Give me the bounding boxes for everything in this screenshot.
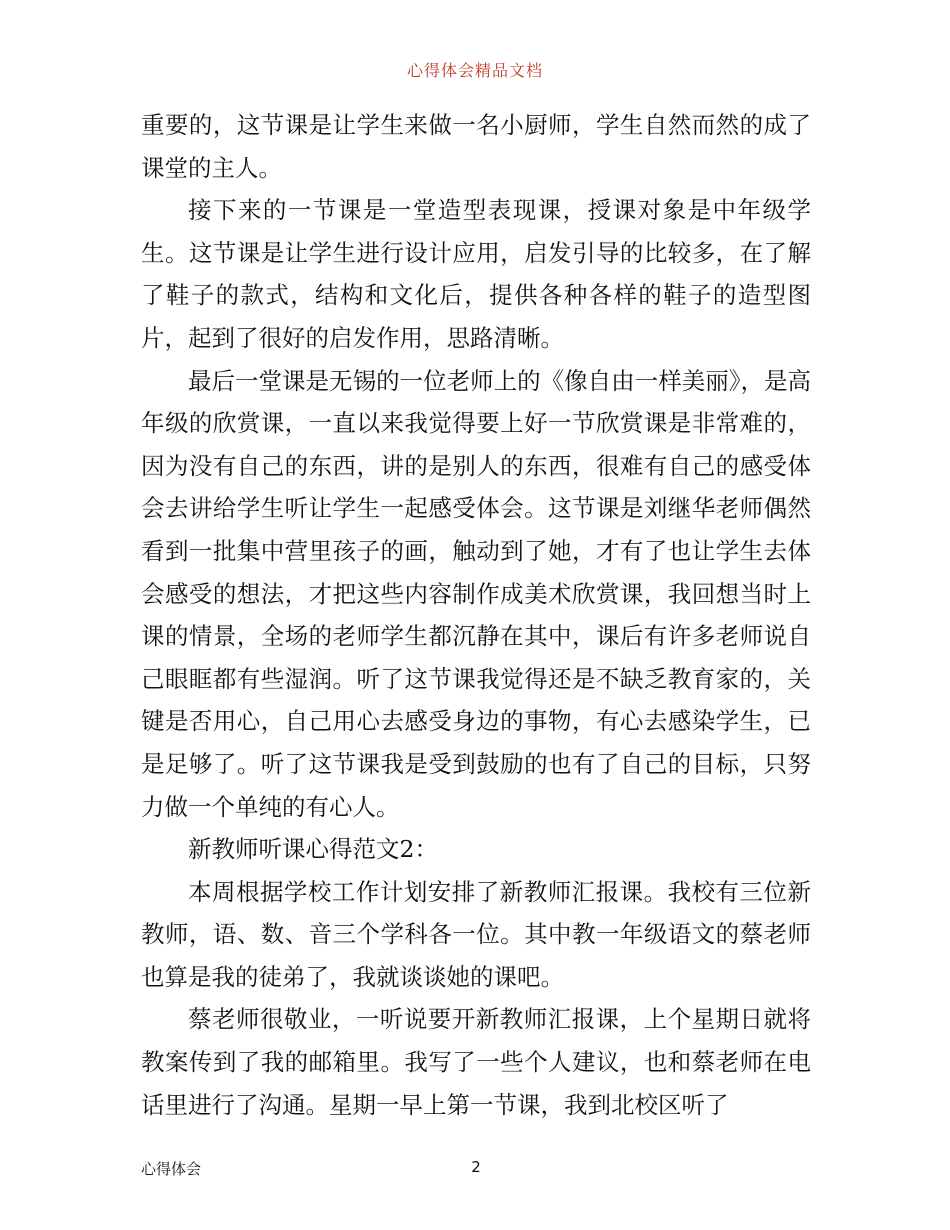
paragraph-1: 重要的，这节课是让学生来做一名小厨师，学生自然而然的成了课堂的主人。 (141, 111, 811, 182)
section-heading: 新教师听课心得范文2： (188, 835, 438, 864)
paragraph-3: 最后一堂课是无锡的一位老师上的《像自由一样美丽》，是高年级的欣赏课，一直以来我觉得要上好一节欣赏课是非常难的，因为没有自己的东西，讲的是别人的东西，很难有自己的感受体会去讲给学生听让学生一起感受体会。这节课是刘继华老师偶然看到一批集中营里孩子的画，触动到了她，才有了也让学生去体会感受的想法，才把这些内容制作成美术欣赏课，我回想当时上课的情景，全场的老师学生都沉静在其中，课后有许多老师说自己眼眶都有些湿润。听了这节课我觉得还是不缺乏教育家的，关键是否用心，自己用心去感受身边的事物，有心去感染学生，已是足够了。听了这节课我是受到鼓励的也有了自己的目标，只努力做一个单纯的有心人。 (141, 366, 811, 821)
footer-label: 心得体会 (141, 1160, 202, 1178)
paragraph-2: 接下来的一节课是一堂造型表现课，授课对象是中年级学生。这节课是让学生进行设计应用，启发引导的比较多，在了解了鞋子的款式，结构和文化后，提供各种各样的鞋子的造型图片，起到了很好的启发作用，思路清晰。 (141, 196, 811, 352)
document-body (141, 104, 811, 1126)
page-number: 2 (471, 1158, 481, 1176)
paragraph-5: 蔡老师很敬业，一听说要开新教师汇报课，上个星期日就将教案传到了我的邮箱里。我写了一些个人建议，也和蔡老师在电话里进行了沟通。星期一早上第一节课，我到北校区听了 (141, 1005, 811, 1119)
paragraph-4: 本周根据学校工作计划安排了新教师汇报课。我校有三位新教师，语、数、音三个学科各一位。其中教一年级语文的蔡老师也算是我的徒弟了，我就谈谈她的课吧。 (141, 877, 811, 991)
page-header-title: 心得体会精品文档 (406, 61, 543, 80)
